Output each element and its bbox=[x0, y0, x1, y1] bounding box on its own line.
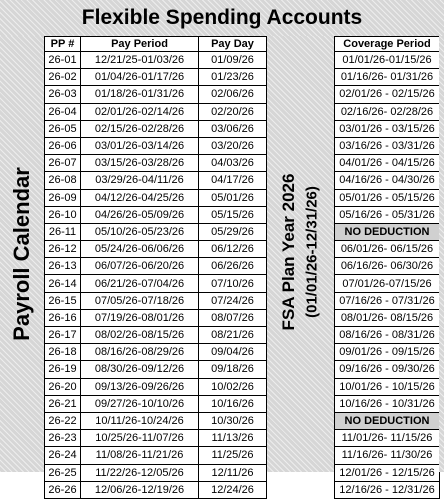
table-row bbox=[335, 172, 440, 189]
table-row bbox=[45, 86, 267, 103]
coverage-cell: 08/01/26- 08/15/26 bbox=[335, 309, 440, 326]
table-row bbox=[335, 275, 440, 292]
pay-period-cell: 04/12/26-04/25/26 bbox=[81, 189, 199, 206]
pp-cell: 26-16 bbox=[45, 309, 81, 326]
payroll-header-row bbox=[45, 37, 267, 52]
pay-period-cell: 03/29/26-04/11/26 bbox=[81, 172, 199, 189]
coverage-header-row bbox=[335, 37, 440, 52]
pay-day-cell: 04/03/26 bbox=[199, 155, 267, 172]
table-row bbox=[335, 69, 440, 86]
coverage-table-body bbox=[335, 52, 440, 499]
pay-day-cell: 06/26/26 bbox=[199, 258, 267, 275]
pay-day-cell: 08/21/26 bbox=[199, 327, 267, 344]
pay-day-cell: 12/24/26 bbox=[199, 481, 267, 498]
pp-cell: 26-12 bbox=[45, 241, 81, 258]
pay-period-cell: 11/08/26-11/21/26 bbox=[81, 447, 199, 464]
pp-header: PP # bbox=[45, 37, 81, 52]
pay-day-cell: 05/29/26 bbox=[199, 223, 267, 240]
pay-day-cell: 09/04/26 bbox=[199, 344, 267, 361]
table-row bbox=[335, 412, 440, 429]
table-row bbox=[45, 223, 267, 240]
table-row bbox=[335, 52, 440, 69]
pay-day-cell: 10/16/26 bbox=[199, 395, 267, 412]
table-row bbox=[45, 395, 267, 412]
coverage-cell: 08/16/26 - 08/31/26 bbox=[335, 327, 440, 344]
table-row bbox=[335, 223, 440, 240]
coverage-table bbox=[334, 36, 440, 499]
table-row bbox=[45, 241, 267, 258]
title-bar bbox=[0, 0, 444, 38]
pay-day-cell: 12/11/26 bbox=[199, 464, 267, 481]
table-row bbox=[45, 189, 267, 206]
table-row bbox=[45, 378, 267, 395]
table-row bbox=[335, 137, 440, 154]
table-row bbox=[45, 327, 267, 344]
pay-period-cell: 11/22/26-12/05/26 bbox=[81, 464, 199, 481]
table-row bbox=[45, 447, 267, 464]
coverage-cell: 07/01/26-07/15/26 bbox=[335, 275, 440, 292]
pay-day-cell: 10/02/26 bbox=[199, 378, 267, 395]
coverage-cell: 01/01/26-01/15/26 bbox=[335, 52, 440, 69]
coverage-cell: 03/16/26 - 03/31/26 bbox=[335, 137, 440, 154]
pp-cell: 26-04 bbox=[45, 103, 81, 120]
pay-period-cell: 05/10/26-05/23/26 bbox=[81, 223, 199, 240]
pay-day-cell: 03/20/26 bbox=[199, 137, 267, 154]
coverage-cell: 12/01/26 - 12/15/26 bbox=[335, 464, 440, 481]
pp-cell: 26-07 bbox=[45, 155, 81, 172]
pay-period-cell: 08/30/26-09/12/26 bbox=[81, 361, 199, 378]
payroll-table-body bbox=[45, 52, 267, 499]
pay-period-cell: 01/18/26-01/31/26 bbox=[81, 86, 199, 103]
pp-cell: 26-09 bbox=[45, 189, 81, 206]
pay-period-cell: 08/16/26-08/29/26 bbox=[81, 344, 199, 361]
pp-cell: 26-20 bbox=[45, 378, 81, 395]
pay-period-cell: 03/01/26-03/14/26 bbox=[81, 137, 199, 154]
pay-day-cell: 02/06/26 bbox=[199, 86, 267, 103]
pay-day-cell: 02/20/26 bbox=[199, 103, 267, 120]
table-row bbox=[45, 275, 267, 292]
table-row bbox=[335, 430, 440, 447]
fsa-plan-year-label: FSA Plan Year 2026 bbox=[279, 173, 298, 331]
pay-day-cell: 07/10/26 bbox=[199, 275, 267, 292]
table-row bbox=[335, 155, 440, 172]
coverage-cell: 05/01/26 - 05/15/26 bbox=[335, 189, 440, 206]
pp-cell: 26-06 bbox=[45, 137, 81, 154]
pp-cell: 26-14 bbox=[45, 275, 81, 292]
pay-period-cell: 07/19/26-08/01/26 bbox=[81, 309, 199, 326]
table-row bbox=[335, 258, 440, 275]
table-row bbox=[335, 481, 440, 498]
pay-period-cell: 01/04/26-01/17/26 bbox=[81, 69, 199, 86]
pay-period-cell: 04/26/26-05/09/26 bbox=[81, 206, 199, 223]
table-row bbox=[335, 292, 440, 309]
pay-day-cell: 01/23/26 bbox=[199, 69, 267, 86]
coverage-cell: 10/16/26 - 10/31/26 bbox=[335, 395, 440, 412]
table-row bbox=[45, 172, 267, 189]
pay-period-cell: 09/13/26-09/26/26 bbox=[81, 378, 199, 395]
table-row bbox=[45, 412, 267, 429]
pay-day-cell: 07/24/26 bbox=[199, 292, 267, 309]
table-row bbox=[45, 52, 267, 69]
pp-cell: 26-15 bbox=[45, 292, 81, 309]
pp-cell: 26-24 bbox=[45, 447, 81, 464]
pp-cell: 26-01 bbox=[45, 52, 81, 69]
table-row bbox=[45, 292, 267, 309]
coverage-cell: 07/16/26 - 07/31/26 bbox=[335, 292, 440, 309]
pay-period-cell: 07/05/26-07/18/26 bbox=[81, 292, 199, 309]
table-row bbox=[45, 137, 267, 154]
fsa-plan-year-band bbox=[266, 36, 336, 472]
pp-cell: 26-10 bbox=[45, 206, 81, 223]
pay-day-header: Pay Day bbox=[199, 37, 267, 52]
table-row bbox=[45, 344, 267, 361]
pay-period-cell: 12/21/25-01/03/26 bbox=[81, 52, 199, 69]
pay-period-cell: 09/27/26-10/10/26 bbox=[81, 395, 199, 412]
coverage-cell: 10/01/26 - 10/15/26 bbox=[335, 378, 440, 395]
coverage-cell: 03/01/26 - 03/15/26 bbox=[335, 120, 440, 137]
pp-cell: 26-17 bbox=[45, 327, 81, 344]
coverage-cell: 05/16/26 - 05/31/26 bbox=[335, 206, 440, 223]
pay-day-cell: 05/01/26 bbox=[199, 189, 267, 206]
table-row bbox=[45, 258, 267, 275]
coverage-cell: 04/01/26 - 04/15/26 bbox=[335, 155, 440, 172]
pay-period-cell: 05/24/26-06/06/26 bbox=[81, 241, 199, 258]
table-row bbox=[335, 189, 440, 206]
table-row bbox=[45, 155, 267, 172]
pp-cell: 26-03 bbox=[45, 86, 81, 103]
payroll-table bbox=[44, 36, 267, 499]
coverage-cell: 06/16/26- 06/30/26 bbox=[335, 258, 440, 275]
pay-period-cell: 03/15/26-03/28/26 bbox=[81, 155, 199, 172]
table-row bbox=[335, 344, 440, 361]
pp-cell: 26-11 bbox=[45, 223, 81, 240]
coverage-cell: 11/16/26- 11/30/26 bbox=[335, 447, 440, 464]
coverage-cell: 09/16/26 - 09/30/26 bbox=[335, 361, 440, 378]
coverage-cell: NO DEDUCTION bbox=[335, 412, 440, 429]
pay-period-cell: 02/15/26-02/28/26 bbox=[81, 120, 199, 137]
pay-period-header: Pay Period bbox=[81, 37, 199, 52]
coverage-cell: 04/16/26 - 04/30/26 bbox=[335, 172, 440, 189]
pay-period-cell: 10/25/26-11/07/26 bbox=[81, 430, 199, 447]
pay-day-cell: 04/17/26 bbox=[199, 172, 267, 189]
coverage-cell: NO DEDUCTION bbox=[335, 223, 440, 240]
table-row bbox=[45, 309, 267, 326]
table-row bbox=[335, 120, 440, 137]
table-row bbox=[335, 378, 440, 395]
table-row bbox=[335, 206, 440, 223]
table-row bbox=[45, 464, 267, 481]
table-row bbox=[45, 430, 267, 447]
pp-cell: 26-22 bbox=[45, 412, 81, 429]
table-row bbox=[335, 241, 440, 258]
fsa-plan-dates-label: (01/01/26-12/31/26) bbox=[303, 186, 321, 318]
table-row bbox=[335, 395, 440, 412]
table-row bbox=[45, 103, 267, 120]
pp-cell: 26-26 bbox=[45, 481, 81, 498]
table-row bbox=[45, 120, 267, 137]
coverage-cell: 02/16/26- 02/28/26 bbox=[335, 103, 440, 120]
page-title: Flexible Spending Accounts bbox=[81, 6, 363, 29]
pay-day-cell: 08/07/26 bbox=[199, 309, 267, 326]
table-row bbox=[335, 86, 440, 103]
pay-period-cell: 10/11/26-10/24/26 bbox=[81, 412, 199, 429]
pp-cell: 26-05 bbox=[45, 120, 81, 137]
coverage-cell: 12/16/26 - 12/31/26 bbox=[335, 481, 440, 498]
pay-period-cell: 06/07/26-06/20/26 bbox=[81, 258, 199, 275]
table-row bbox=[335, 464, 440, 481]
pp-cell: 26-02 bbox=[45, 69, 81, 86]
pay-day-cell: 06/12/26 bbox=[199, 241, 267, 258]
pay-period-cell: 08/02/26-08/15/26 bbox=[81, 327, 199, 344]
pay-period-cell: 06/21/26-07/04/26 bbox=[81, 275, 199, 292]
coverage-period-header: Coverage Period bbox=[335, 37, 440, 52]
pay-day-cell: 01/09/26 bbox=[199, 52, 267, 69]
coverage-cell: 01/16/26- 01/31/26 bbox=[335, 69, 440, 86]
pp-cell: 26-25 bbox=[45, 464, 81, 481]
pay-day-cell: 10/30/26 bbox=[199, 412, 267, 429]
pay-day-cell: 11/13/26 bbox=[199, 430, 267, 447]
payroll-calendar-label: Payroll Calendar bbox=[8, 167, 34, 341]
coverage-cell: 02/01/26 - 02/15/26 bbox=[335, 86, 440, 103]
table-row bbox=[335, 327, 440, 344]
pay-period-cell: 12/06/26-12/19/26 bbox=[81, 481, 199, 498]
table-row bbox=[45, 69, 267, 86]
table-row bbox=[45, 361, 267, 378]
table-row bbox=[335, 309, 440, 326]
pp-cell: 26-19 bbox=[45, 361, 81, 378]
pp-cell: 26-18 bbox=[45, 344, 81, 361]
pay-day-cell: 09/18/26 bbox=[199, 361, 267, 378]
right-edge-band bbox=[439, 36, 444, 472]
pay-day-cell: 11/25/26 bbox=[199, 447, 267, 464]
pp-cell: 26-08 bbox=[45, 172, 81, 189]
pp-cell: 26-21 bbox=[45, 395, 81, 412]
pp-cell: 26-13 bbox=[45, 258, 81, 275]
pay-period-cell: 02/01/26-02/14/26 bbox=[81, 103, 199, 120]
table-row bbox=[45, 481, 267, 498]
table-row bbox=[335, 361, 440, 378]
coverage-cell: 06/01/26- 06/15/26 bbox=[335, 241, 440, 258]
pay-day-cell: 05/15/26 bbox=[199, 206, 267, 223]
table-row bbox=[45, 206, 267, 223]
table-row bbox=[335, 447, 440, 464]
coverage-cell: 09/01/26 - 09/15/26 bbox=[335, 344, 440, 361]
pp-cell: 26-23 bbox=[45, 430, 81, 447]
coverage-cell: 11/01/26- 11/15/26 bbox=[335, 430, 440, 447]
table-row bbox=[335, 103, 440, 120]
pay-day-cell: 03/06/26 bbox=[199, 120, 267, 137]
